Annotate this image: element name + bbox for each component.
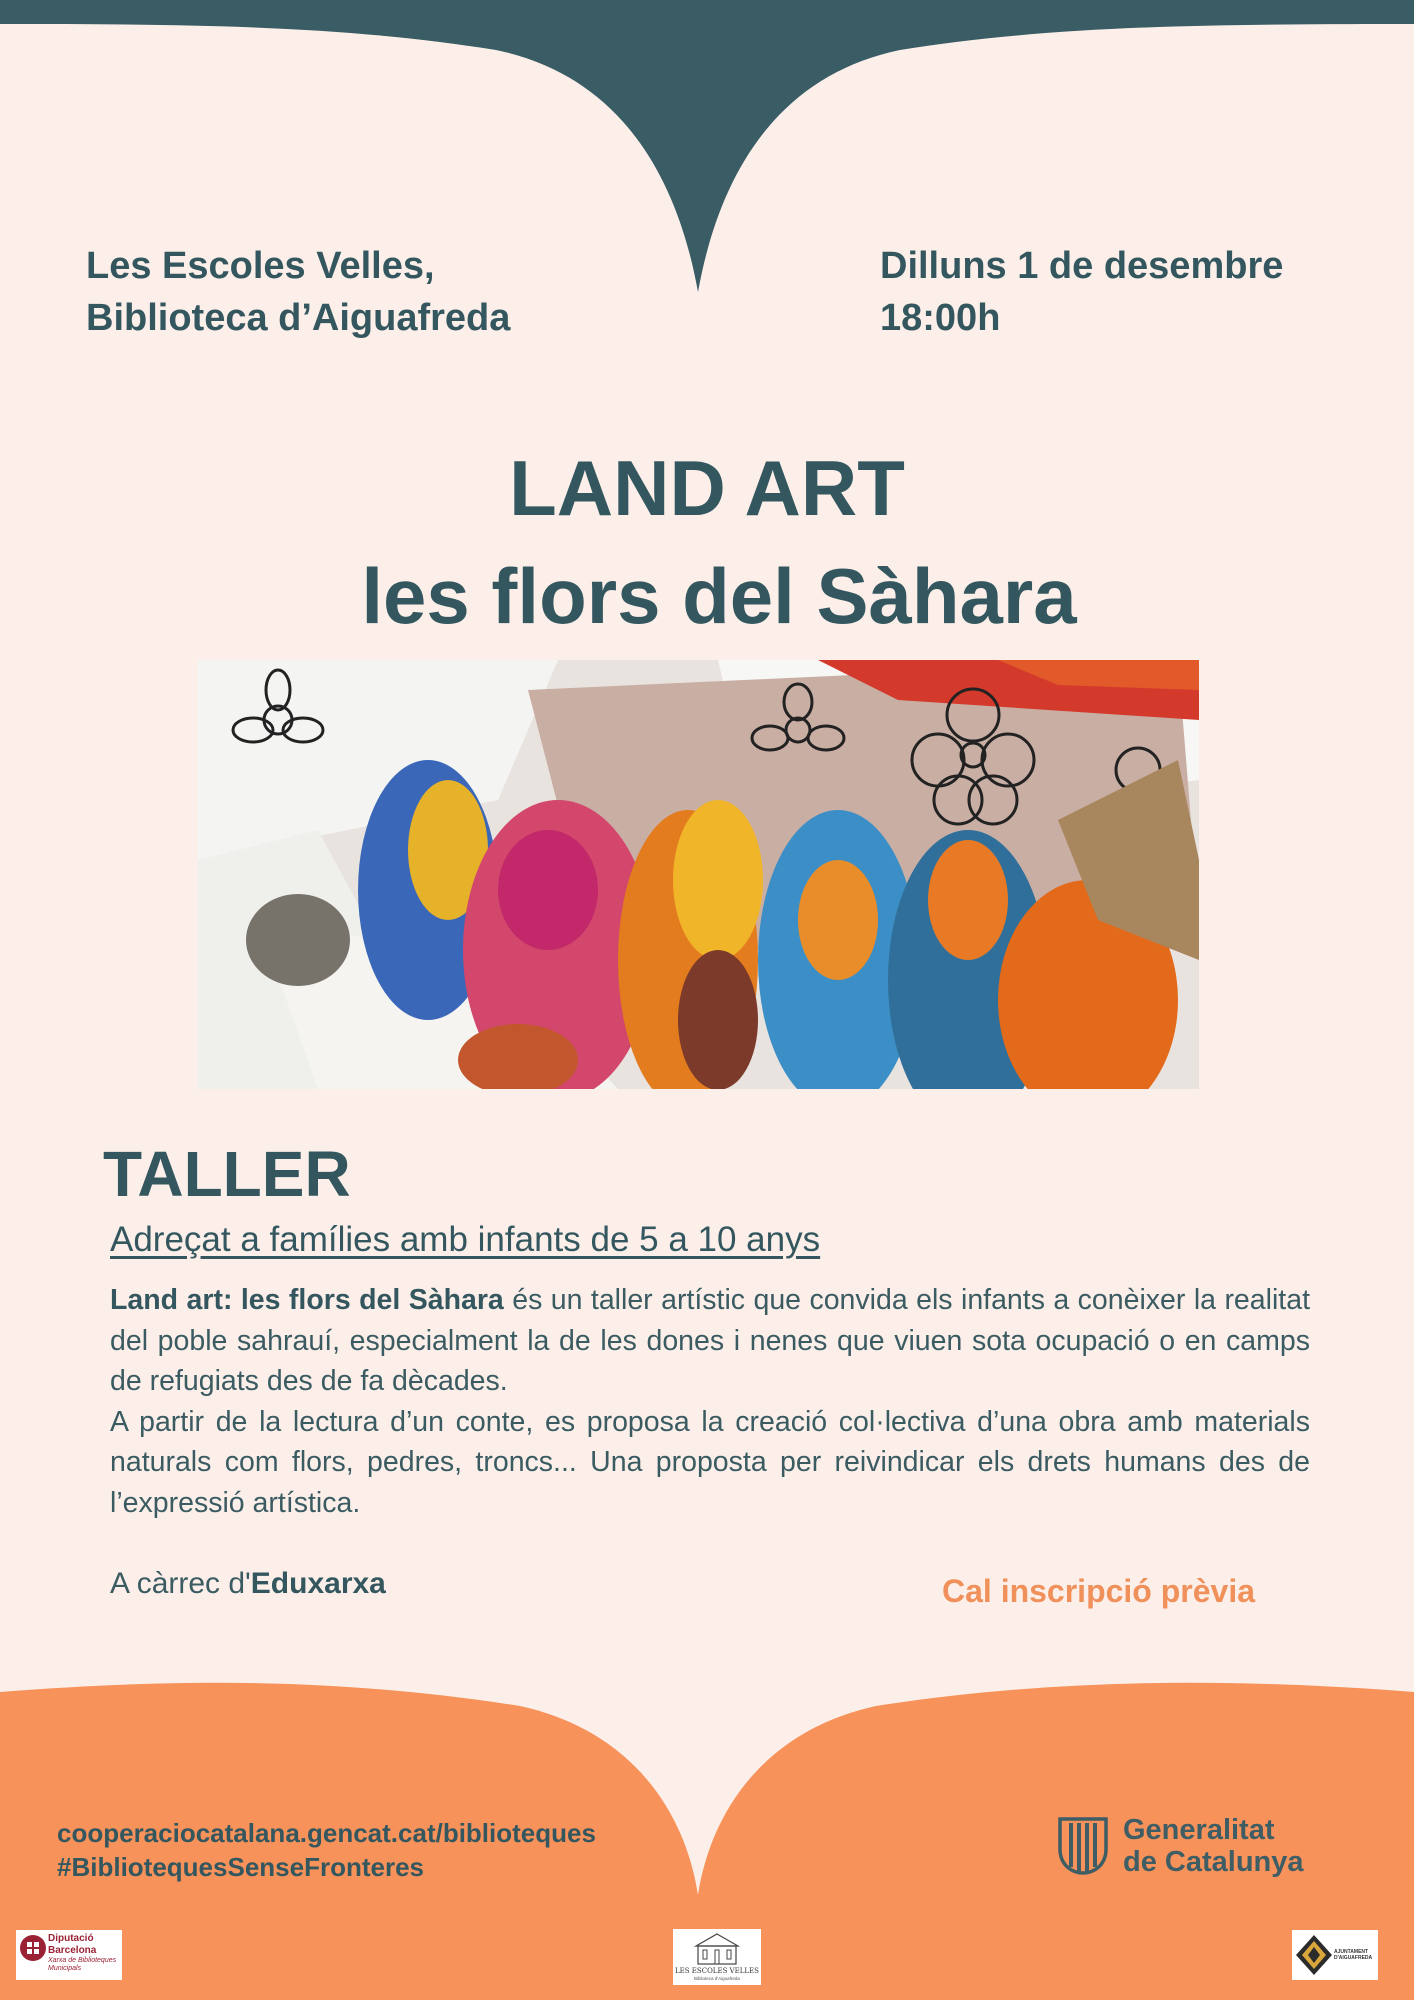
generalitat-line1: Generalitat [1123,1814,1275,1846]
event-time: 18:00h [880,297,1001,339]
organizer-prefix: A càrrec d' [110,1567,251,1600]
diputacio-name [48,1933,96,1957]
diputacio-line3: Xarxa de Biblioteques [48,1957,117,1964]
ajuntament-line1: AJUNTAMENT [1334,1949,1369,1955]
organizer [110,1564,386,1604]
generalitat-logo-text [1123,1814,1304,1878]
footer-hashtag: #BibliotequesSenseFronteres [57,1852,424,1882]
description-bold-title: Land art: les flors del Sàhara [110,1284,504,1316]
event-photo [198,660,1199,1089]
description-p1-text: és un taller artístic que convida els infants a conèixer la realitat del poble sahrauí, especialment la de les dones i nenes que viuen sota ocupació o en camps de refugiats des de fa dècades. [110,1284,1310,1397]
coat-of-arms-icon [1294,1933,1334,1977]
diputacio-barcelona-logo [16,1930,122,1980]
diputacio-network [48,1957,116,1973]
event-date: Dilluns 1 de desembre [880,245,1284,287]
escoles-line2: Biblioteca d'Aiguafreda [694,1976,740,1981]
diputacio-emblem-icon [18,1933,48,1963]
building-icon [692,1932,742,1966]
diputacio-line4: Municipals [48,1965,82,1972]
venue [86,240,510,344]
venue-line2: Biblioteca d’Aiguafreda [86,297,511,339]
description-paragraph-2: A partir de la lectura d’un conte, es proposa la creació col·lectiva d’una obra amb materials naturals com flors, pedres, troncs... Una proposta per reivindicar els drets humans des de l’expressió artística. [110,1405,1310,1519]
date-time [880,240,1283,344]
workshop-heading: TALLER [103,1138,351,1210]
event-title-line2: les flors del Sàhara [361,552,1077,640]
footer-url[interactable]: cooperaciocatalana.gencat.cat/biblioteques [57,1818,596,1848]
organizer-name: Eduxarxa [250,1567,386,1600]
description-paragraph-1 [110,1280,1310,1402]
workshop-description [110,1280,1310,1523]
registration-note: Cal inscripció prèvia [942,1573,1256,1609]
ajuntament-aiguafreda-logo [1292,1930,1378,1980]
venue-line1: Les Escoles Velles, [86,245,435,287]
generalitat-emblem-icon [1056,1815,1110,1877]
event-title-line1: LAND ART [509,444,905,532]
generalitat-line2: de Catalunya [1123,1846,1304,1878]
ajuntament-name [1334,1949,1372,1961]
escoles-line1: LES ESCOLES VELLES [675,1967,759,1975]
escoles-velles-logo [673,1929,761,1985]
ajuntament-line2: D'AIGUAFREDA [1334,1955,1373,1961]
audience-text: Adreçat a famílies amb infants de 5 a 10 anys [110,1220,821,1259]
diputacio-line1: Diputació [48,1933,94,1944]
diputacio-line2: Barcelona [48,1945,97,1956]
